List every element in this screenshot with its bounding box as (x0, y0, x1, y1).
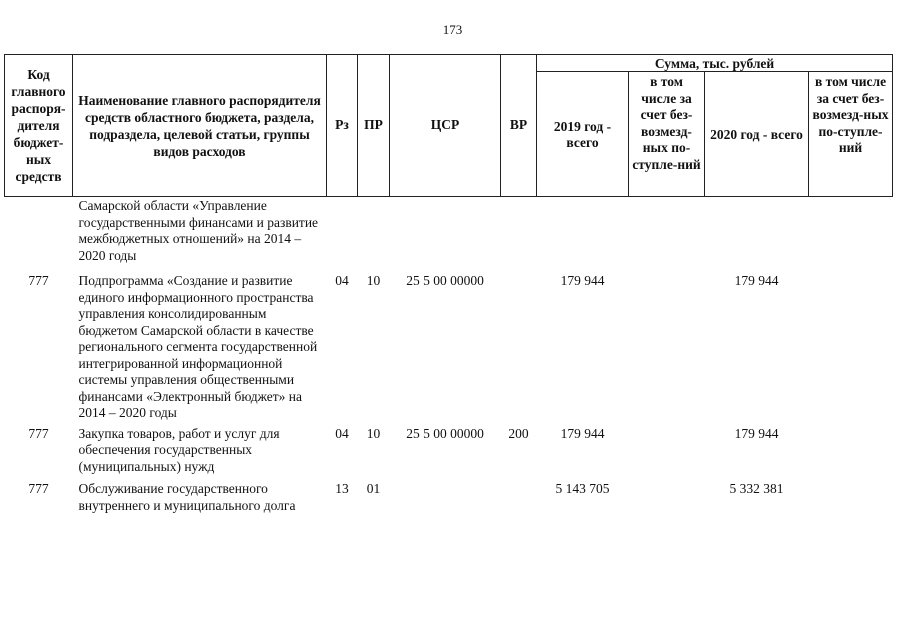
row-sum-2020: 5 332 381 (729, 481, 784, 496)
header-2019-total: 2019 год - всего (537, 72, 629, 197)
row-free-2019 (629, 197, 705, 265)
table-row (5, 197, 893, 265)
row-sum-2019 (537, 197, 629, 265)
row-vr (501, 197, 537, 265)
row-sum-2019: 179 944 (560, 425, 605, 441)
row-csr (390, 475, 501, 514)
header-2019-free: в том числе за счет без-возмезд-ных по-ступле-ний (629, 72, 705, 197)
row-rz: 13 (335, 481, 349, 496)
row-vr (501, 264, 537, 422)
row-csr: 25 5 00 00000 (406, 273, 484, 288)
row-pr (358, 197, 390, 265)
table-body (5, 197, 893, 515)
row-sum-2020 (705, 197, 809, 265)
table-row (5, 422, 893, 476)
row-code: 777 (28, 481, 49, 496)
header-name: Наименование главного распорядителя средств областного бюджета, раздела, подраздела, целевой статьи, группы видов расходов (73, 55, 327, 197)
row-free-2019 (629, 422, 705, 476)
row-free-2019 (629, 264, 705, 422)
row-code: 777 (28, 273, 49, 288)
row-pr: 01 (366, 481, 381, 496)
header-pr: ПР (358, 55, 390, 197)
row-name: Самарской области «Управление государственными финансами и развитие межбюджетных отношений» на 2014 – 2020 годы (78, 198, 319, 263)
row-sum-2020: 179 944 (734, 273, 779, 288)
row-vr (501, 475, 537, 514)
row-sum-2019: 179 944 (560, 273, 605, 288)
row-free-2020 (809, 422, 893, 476)
header-vr: ВР (501, 55, 537, 197)
row-free-2019 (629, 475, 705, 514)
row-csr: 25 5 00 00000 (406, 425, 484, 441)
row-sum-2020: 179 944 (734, 425, 779, 441)
row-rz: 04 (335, 425, 349, 441)
row-free-2020 (809, 197, 893, 265)
header-2020-total: 2020 год - всего (705, 72, 809, 197)
row-rz: 04 (335, 273, 349, 288)
header-csr: ЦСР (390, 55, 501, 197)
row-code: 777 (28, 425, 49, 441)
row-pr: 10 (366, 273, 381, 288)
row-sum-2019: 5 143 705 (555, 481, 610, 496)
row-csr (390, 197, 501, 265)
row-code (5, 197, 73, 265)
row-name: Закупка товаров, работ и услуг для обеспечения государственных (муниципальных) нужд (78, 425, 280, 474)
table-row (5, 475, 893, 514)
table-header (5, 55, 893, 197)
header-code: Код главного распоря-дителя бюджет-ных средств (5, 55, 73, 197)
header-sum: Сумма, тыс. рублей (537, 55, 893, 72)
row-rz (327, 197, 358, 265)
row-vr: 200 (508, 425, 529, 441)
budget-table (4, 54, 893, 514)
header-rz: Рз (327, 55, 358, 197)
header-2020-free: в том числе за счет без-возмезд-ных по-ступле-ний (809, 72, 893, 197)
page-number: 173 (442, 22, 463, 37)
table-row (5, 264, 893, 422)
row-free-2020 (809, 475, 893, 514)
row-name: Подпрограмма «Создание и развитие единого информационного пространства управления консолидированным бюджетом Самарской области в качестве регионального сегмента государственной интегрированной информационной системы управления общественными финансами «Электронный бюджет» на 2014 – 2020 годы (78, 273, 318, 420)
row-free-2020 (809, 264, 893, 422)
row-name: Обслуживание государственного внутреннего и муниципального долга (78, 481, 296, 513)
row-pr: 10 (366, 425, 381, 441)
